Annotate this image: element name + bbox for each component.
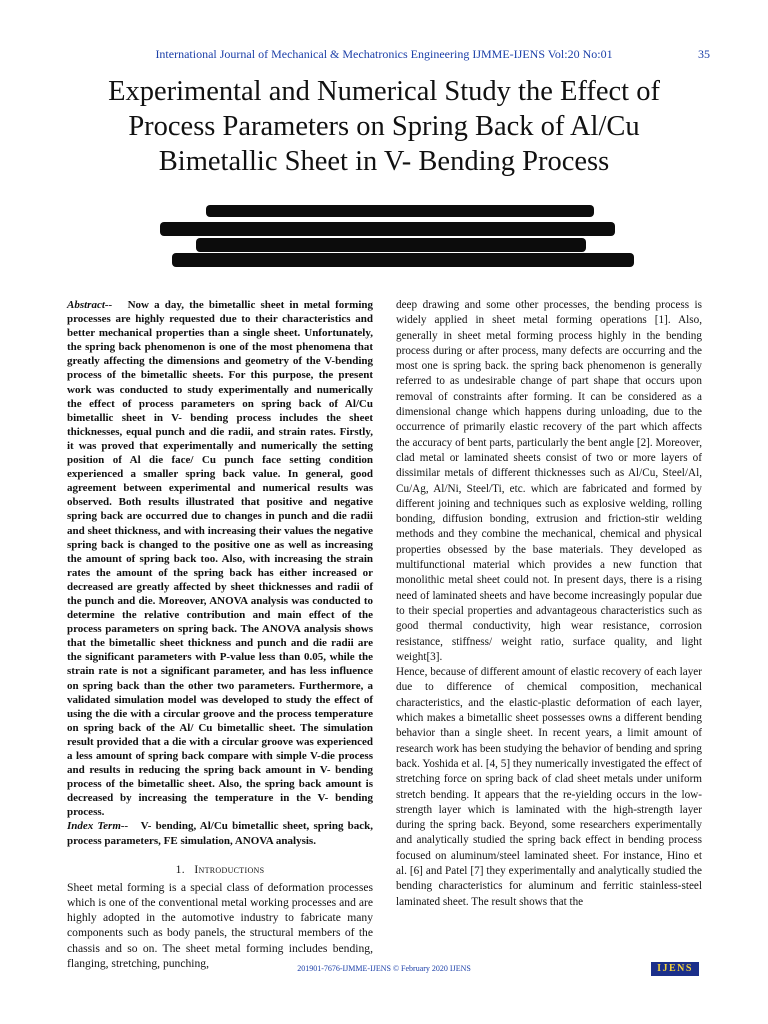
body-paragraph-2: Hence, because of different amount of elastic recovery of each layer due to difference of chemical composition, mechanical characteristics, and the elastic-plastic deformation of each layer, which makes a bimetallic sheet possesses owns a different bending behavior than a single sheet. In recent years, a limit amount of research work has been studying the behavior of bending and spring back. Yoshida et al. [4, 5] they numerically investigated the effect of stretching force on spring back of clad sheet metals under uniform stretch bending. It appears that the re-yielding occurs in the low-strength layer which is laminated with the high-strength layer during the spring back. Beyond, some researchers experimentally and analytically studied the spring back effect in bending process focused on aluminum/steel laminated sheet. For instance, Hino et al. [6] and Patel [7] they experimentally and analytically studied the bending characteristics for aluminum and ferritic stainless-steel laminated sheet. The result shows that the (396, 666, 702, 908)
abstract (67, 298, 373, 819)
left-column (67, 298, 373, 971)
intro-paragraph: Sheet metal forming is a special class of deformation processes which is one of the conventional metal working processes and are highly adopted in the automotive industry to fabricate many components such as body panels, the structural members of the chassis and so on. The sheet metal forming includes bending, flanging, stretching, punching, (67, 880, 373, 970)
redacted-authors (206, 205, 594, 217)
ijens-logo: IJENS (651, 962, 699, 976)
redacted-affiliation-1 (160, 222, 615, 236)
abstract-label: Abstract-- (67, 299, 113, 311)
abstract-text: Now a day, the bimetallic sheet in metal forming processes are highly requested due to their characteristics and better mechanical properties than a single sheet. Unfortunately, the spring back phenomenon is one of the most phenomena that greatly affecting the dimensions and geometry of the V-bending process of the bimetallic sheets. For this purpose, the present work was conducted to study experimentally and numerically the effect of process parameters on spring back of Al/Cu bimetallic sheet in V- bending process includes the sheet thicknesses, equal punch and die radii, and strain rates. Firstly, it was proved that experimentally and numerically the setting position of Al die face/ Cu punch face setting condition experienced a smaller spring back value. In general, good agreement between experimental and numerical results was observed. Both results illustrated that positive and negative spring back are occurred due to changes in punch and die radii and sheet thickness, and with increasing their values the negative spring back is changed to the positive one as well as increasing the amount of spring back too. Also, with increasing the strain rates the amount of the spring back has either increased or decreased are greatly affected by sheet thicknesses and radii of the punch and die. Moreover, ANOVA analysis was conducted to determine the relative contribution and main effect of the process parameters on spring back. The ANOVA analysis shows that the bimetallic sheet thickness and punch and die radii are the significant parameters with P-value less than 0.05, while the strain rate is not a significant parameter, and has less influence on spring back than the other two parameters. Furthermore, a validated simulation model was developed to study the effect of using the die with a circular groove and the process temperature on spring back of the Al/ Cu bimetallic sheet. The simulation result provided that a die with a circular groove was experienced a less amount of spring back compare with simple V-die process and results in reducing the spring back amount in V- bending process of the bimetallic sheet. Also, the spring back amount is decreased by increasing the temperature in the V- bending process. (67, 299, 373, 819)
redacted-affiliation-2 (196, 238, 586, 252)
footer-code: 201901-7676-IJMME-IJENS © February 2020 IJENS (297, 964, 471, 973)
index-terms-text: V- bending, Al/Cu bimetallic sheet, spring back, process parameters, FE simulation, ANOVA analysis. (67, 820, 373, 847)
section-number: 1. (175, 863, 185, 876)
running-header (0, 47, 768, 63)
section-heading (67, 863, 373, 877)
paper-title: Experimental and Numerical Study the Effect of Process Parameters on Spring Back of Al/Cu Bimetallic Sheet in V- Bending Process (108, 76, 660, 177)
index-terms-label: Index Term-- (67, 820, 129, 833)
redacted-affiliation-3 (172, 253, 634, 267)
page-number: 35 (698, 47, 710, 61)
section-title: Introductions (194, 863, 265, 876)
journal-name: International Journal of Mechanical & Mechatronics Engineering IJMME-IJENS Vol:20 No:01 (155, 47, 613, 61)
body-paragraph-1: deep drawing and some other processes, the bending process is widely applied in sheet metal forming operations [1]. Also, generally in sheet metal forming process highly in the bending process during or after process, many defects are occurring and the most one is spring back. the spring back phenomenon is generally referred to as undesirable change of part shape that occurs upon removal of constraints after forming. It can be considered as a dimensional change which happens during unloading, due to the occurrence of primarily elastic recovery of the part which affects the accuracy of bent parts, particularly the bent angle [2]. Moreover, clad metal or laminated sheets consist of two or more layers of dissimilar metals of different thicknesses such as Al/Cu, Steel/Al, Cu/Ag, Al/Ni, Steel/Ti, etc. which are fabricated and formed by different joining and techniques such as explosive welding, rolling bonding, diffusion bonding, extrusion and friction-stir welding methods and they combine the mechanical, chemical and physical properties obsessed by the base materials. They developed as multifunctional material which provides a new function that monolithic metal sheet could not. In present days, there is a rising need of laminated sheets and have become increasingly popular due to their special properties and advantageous characteristics such as good thermal conductivity, high wear resistance, corrosion resistance, stiffness/ weight ratio, surface quality, and light weight[3]. (396, 299, 702, 663)
right-column (396, 298, 702, 910)
index-terms (67, 819, 373, 847)
